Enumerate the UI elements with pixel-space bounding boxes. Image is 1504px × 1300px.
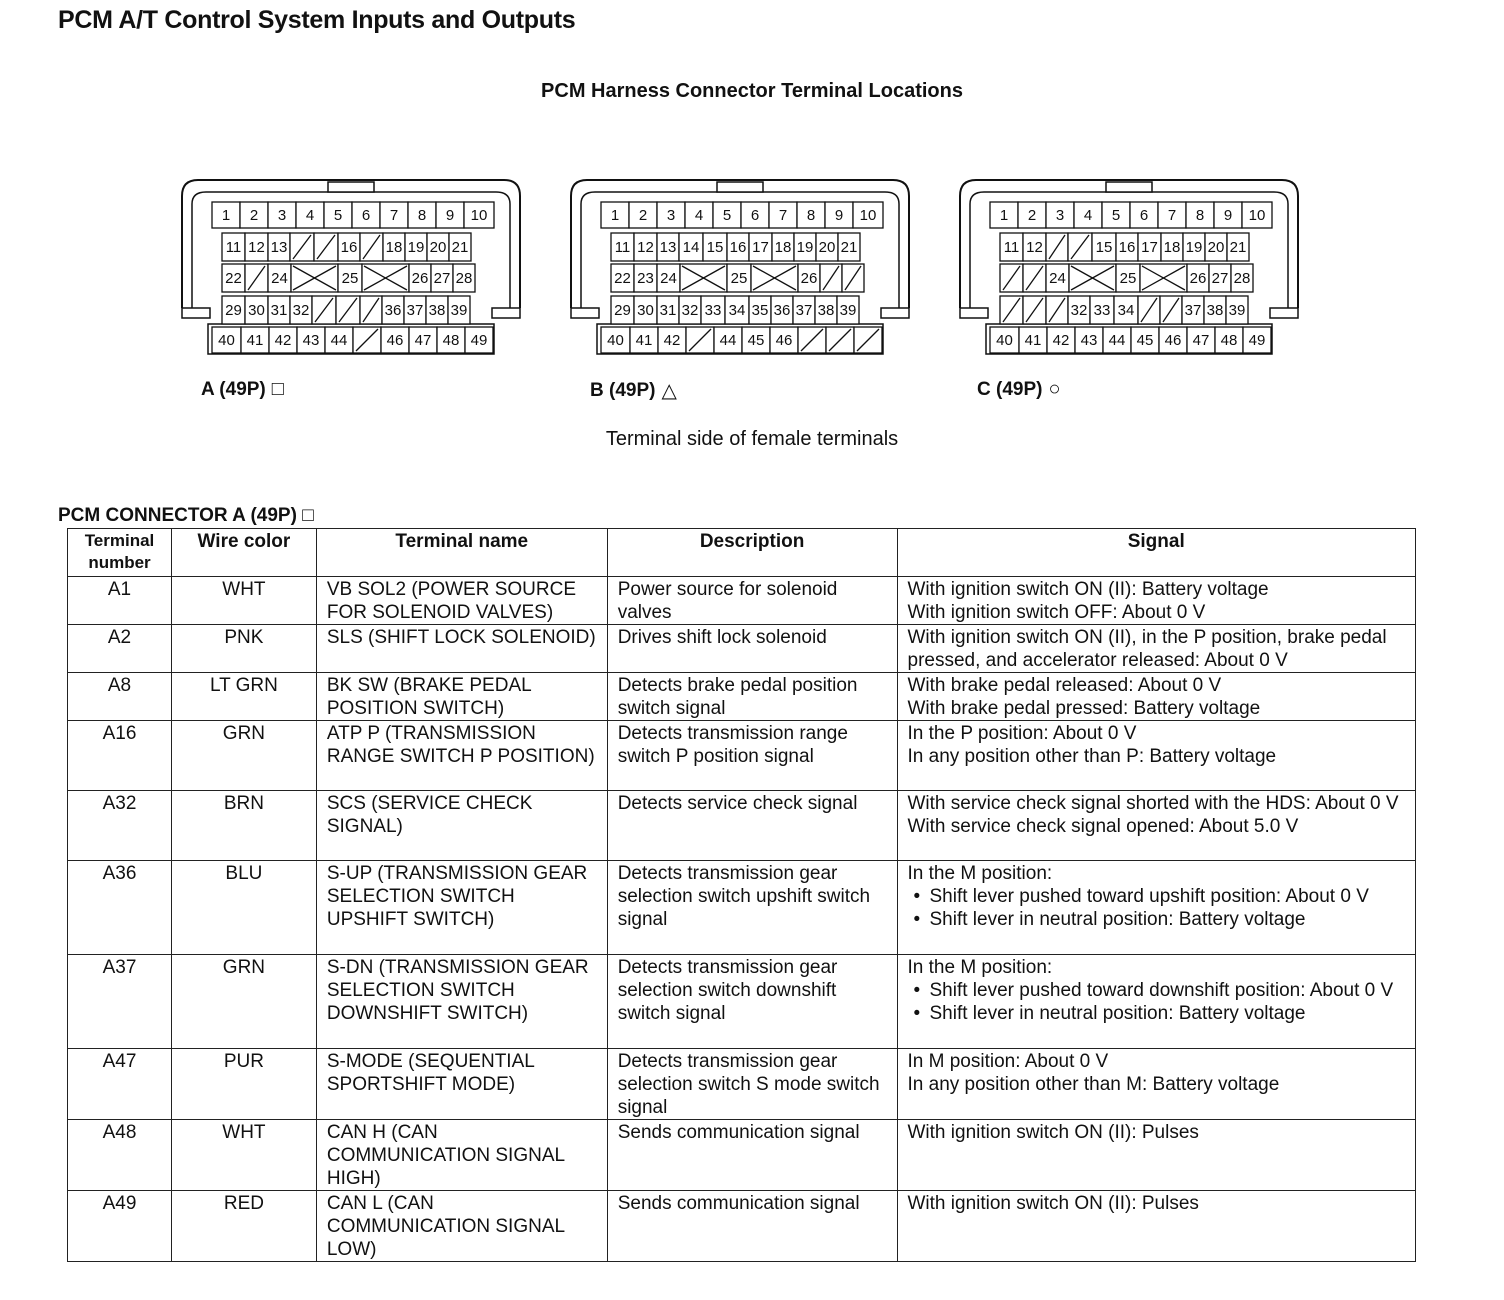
terminal-number: 11 [1003, 239, 1020, 256]
terminal-number: 22 [614, 270, 631, 287]
terminal-number: 9 [445, 207, 455, 224]
terminal-number: 17 [1141, 239, 1158, 256]
housing-foot [492, 308, 520, 318]
terminal-number: 3 [666, 207, 676, 224]
table-title [58, 505, 314, 527]
terminal-number: 13 [270, 239, 288, 256]
terminal-number: 39 [1228, 302, 1246, 319]
terminal-number: 28 [1233, 270, 1251, 287]
terminal-number: 12 [248, 239, 265, 256]
description-cell: Detects transmission gear selection switch upshift switch signal [607, 861, 897, 955]
terminal-number: 4 [305, 207, 315, 224]
terminal-number: 37 [1184, 302, 1202, 319]
terminal-number: 24 [271, 270, 288, 287]
description-cell: Power source for solenoid valves [607, 577, 897, 625]
terminal-number-cell: A1 [68, 577, 172, 625]
terminal-number: 45 [1136, 332, 1154, 349]
terminal-number: 46 [386, 332, 404, 349]
terminal-name-cell: SLS (SHIFT LOCK SOLENOID) [316, 625, 607, 673]
terminal-number: 46 [775, 332, 793, 349]
description-cell: Detects transmission range switch P position signal [607, 721, 897, 791]
terminal-number: 26 [800, 270, 818, 287]
terminal-number-cell: A16 [68, 721, 172, 791]
square-symbol-icon: □ [271, 378, 284, 400]
terminal-number: 41 [635, 332, 653, 349]
terminal-number: 9 [834, 207, 844, 224]
terminal-number-cell: A32 [68, 791, 172, 861]
table-row [68, 791, 1416, 861]
terminal-name-cell: S-MODE (SEQUENTIAL SPORTSHIFT MODE) [316, 1049, 607, 1120]
terminal-number: 42 [663, 332, 681, 349]
table-row [68, 1191, 1416, 1262]
square-symbol-icon: □ [302, 505, 314, 526]
terminal-number: 18 [385, 239, 403, 256]
terminal-number: 32 [1070, 302, 1088, 319]
terminal-number: 40 [218, 332, 235, 349]
signal-bullet: • Shift lever in neutral position: Battery voltage [908, 1002, 1406, 1025]
signal-cell [897, 721, 1416, 791]
header-signal: Signal [897, 529, 1416, 577]
connector-label-text: B (49P) [590, 379, 656, 401]
signal-line: With service check signal shorted with the HDS: About 0 V [907, 793, 1399, 814]
terminal-number: 40 [607, 332, 624, 349]
table-row [68, 577, 1416, 625]
terminal-number: 25 [730, 270, 748, 287]
terminal-number: 41 [1024, 332, 1042, 349]
description-cell: Sends communication signal [607, 1120, 897, 1191]
terminal-name-cell: S-UP (TRANSMISSION GEAR SELECTION SWITCH UPSHIFT SWITCH) [316, 861, 607, 955]
connector-c-label [977, 378, 1061, 401]
table-row [68, 673, 1416, 721]
connector-c-diagram [956, 176, 1302, 362]
terminal-number: 30 [248, 302, 265, 319]
terminal-number: 43 [302, 332, 320, 349]
terminal-number: 7 [1167, 207, 1177, 224]
description-cell: Detects brake pedal position switch signal [607, 673, 897, 721]
signal-cell [897, 955, 1416, 1049]
terminal-number: 22 [225, 270, 242, 287]
terminal-name-cell: ATP P (TRANSMISSION RANGE SWITCH P POSITION) [316, 721, 607, 791]
terminal-number: 19 [407, 239, 425, 256]
terminal-number: 18 [774, 239, 792, 256]
terminal-number: 33 [1093, 302, 1111, 319]
terminal-number: 44 [719, 332, 737, 349]
terminal-number: 45 [747, 332, 765, 349]
signal-cell [897, 625, 1416, 673]
terminal-number: 32 [292, 302, 310, 319]
signal-cell [897, 1191, 1416, 1262]
terminal-number: 36 [384, 302, 402, 319]
terminal-number: 19 [796, 239, 814, 256]
terminal-number: 25 [1119, 270, 1137, 287]
terminal-name-cell: CAN H (CAN COMMUNICATION SIGNAL HIGH) [316, 1120, 607, 1191]
header-description: Description [607, 529, 897, 577]
terminal-number: 4 [1083, 207, 1093, 224]
connector-svg [956, 176, 1302, 362]
table-title-text: PCM CONNECTOR A (49P) [58, 505, 297, 526]
terminal-number: 6 [750, 207, 760, 224]
connector-a-label [201, 378, 284, 401]
terminal-number: 29 [614, 302, 631, 319]
terminal-number-cell: A47 [68, 1049, 172, 1120]
header-terminal-number: Terminal number [68, 529, 172, 577]
table-row [68, 861, 1416, 955]
terminal-number: 33 [704, 302, 722, 319]
terminal-number: 34 [1117, 302, 1135, 319]
terminal-number: 26 [1189, 270, 1207, 287]
terminal-number: 1 [610, 207, 620, 224]
housing-foot [960, 308, 988, 318]
header-wire-color: Wire color [171, 529, 316, 577]
signal-line: With ignition switch ON (II): Battery voltage [907, 579, 1269, 600]
signal-cell [897, 577, 1416, 625]
signal-cell [897, 1049, 1416, 1120]
terminal-number: 37 [406, 302, 424, 319]
signal-cell [897, 791, 1416, 861]
wire-color-cell: PUR [171, 1049, 316, 1120]
terminal-number: 11 [614, 239, 631, 256]
terminal-number: 4 [694, 207, 704, 224]
wire-color-cell: RED [171, 1191, 316, 1262]
housing-foot [571, 308, 599, 318]
terminal-number: 41 [246, 332, 264, 349]
terminal-number: 6 [1139, 207, 1149, 224]
terminal-number: 15 [706, 239, 724, 256]
terminal-number: 32 [681, 302, 699, 319]
terminal-number: 12 [1026, 239, 1043, 256]
signal-bullet: • Shift lever in neutral position: Battery voltage [908, 908, 1406, 931]
terminal-number: 24 [1049, 270, 1066, 287]
table-row [68, 721, 1416, 791]
terminal-number: 46 [1164, 332, 1182, 349]
terminal-name-cell: SCS (SERVICE CHECK SIGNAL) [316, 791, 607, 861]
terminal-number: 20 [818, 239, 836, 256]
signal-line: With brake pedal pressed: Battery voltage [907, 698, 1261, 719]
signal-bullet: • Shift lever pushed toward upshift position: About 0 V [908, 885, 1406, 908]
terminal-number: 47 [414, 332, 432, 349]
wire-color-cell: LT GRN [171, 673, 316, 721]
terminal-number: 18 [1163, 239, 1181, 256]
signal-cell [897, 1120, 1416, 1191]
table-row [68, 1049, 1416, 1120]
terminal-number: 10 [859, 207, 877, 224]
terminal-number: 37 [795, 302, 813, 319]
wire-color-cell: BRN [171, 791, 316, 861]
terminal-number-cell: A8 [68, 673, 172, 721]
terminal-number: 38 [428, 302, 446, 319]
terminal-number: 31 [659, 302, 677, 319]
signal-line: In M position: About 0 V [907, 1051, 1109, 1072]
terminal-number: 5 [722, 207, 732, 224]
terminal-number-cell: A36 [68, 861, 172, 955]
terminal-number: 3 [1055, 207, 1065, 224]
terminal-number: 2 [249, 207, 259, 224]
terminal-number: 16 [340, 239, 358, 256]
terminal-number: 44 [330, 332, 348, 349]
terminal-number: 27 [433, 270, 451, 287]
terminal-number: 30 [637, 302, 654, 319]
terminal-number: 39 [839, 302, 857, 319]
terminal-number: 8 [806, 207, 816, 224]
terminal-number-cell: A2 [68, 625, 172, 673]
terminal-number: 25 [341, 270, 359, 287]
terminal-number: 28 [455, 270, 473, 287]
terminal-number: 39 [450, 302, 468, 319]
signal-line: With service check signal opened: About 5.0 V [907, 816, 1299, 837]
terminal-number: 10 [470, 207, 488, 224]
terminal-number: 2 [638, 207, 648, 224]
terminal-number: 14 [682, 239, 700, 256]
connector-b-diagram [567, 176, 913, 362]
table-header-row [68, 529, 1416, 577]
terminal-number: 10 [1248, 207, 1266, 224]
terminal-number: 34 [728, 302, 746, 319]
table-row [68, 625, 1416, 673]
terminal-number: 23 [637, 270, 654, 287]
terminal-number: 8 [1195, 207, 1205, 224]
description-cell: Detects transmission gear selection switch downshift switch signal [607, 955, 897, 1049]
table-row [68, 955, 1416, 1049]
connector-b-label [590, 378, 677, 403]
description-cell: Detects service check signal [607, 791, 897, 861]
terminal-number: 31 [270, 302, 288, 319]
signal-line: With ignition switch ON (II), in the P position, brake pedal pressed, and accelerator released: About 0 V [907, 627, 1387, 671]
terminal-name-cell: S-DN (TRANSMISSION GEAR SELECTION SWITCH DOWNSHIFT SWITCH) [316, 955, 607, 1049]
terminal-number: 38 [817, 302, 835, 319]
terminal-name-cell: BK SW (BRAKE PEDAL POSITION SWITCH) [316, 673, 607, 721]
description-cell: Drives shift lock solenoid [607, 625, 897, 673]
connector-a-diagram [178, 176, 524, 362]
terminal-number: 36 [773, 302, 791, 319]
signal-bullet: • Shift lever pushed toward downshift position: About 0 V [908, 979, 1406, 1002]
terminal-number: 5 [333, 207, 343, 224]
circle-symbol-icon: ○ [1048, 378, 1061, 400]
signal-cell [897, 673, 1416, 721]
terminal-name-cell: CAN L (CAN COMMUNICATION SIGNAL LOW) [316, 1191, 607, 1262]
signal-line: In the M position: [907, 957, 1053, 978]
connector-svg [567, 176, 913, 362]
terminal-number: 35 [751, 302, 769, 319]
terminal-number: 47 [1192, 332, 1210, 349]
terminal-number: 21 [451, 239, 469, 256]
page-title: PCM A/T Control System Inputs and Outputs [58, 6, 576, 34]
terminal-number: 16 [1118, 239, 1136, 256]
terminal-number: 21 [1229, 239, 1247, 256]
terminal-number: 12 [637, 239, 654, 256]
connector-label-text: C (49P) [977, 378, 1043, 400]
terminal-number: 3 [277, 207, 287, 224]
wire-color-cell: GRN [171, 955, 316, 1049]
triangle-symbol-icon: △ [661, 380, 677, 402]
terminal-number: 26 [411, 270, 429, 287]
terminal-number: 49 [1248, 332, 1266, 349]
housing-foot [1270, 308, 1298, 318]
housing-foot [182, 308, 210, 318]
signal-line: In any position other than M: Battery voltage [907, 1074, 1280, 1095]
terminal-name-cell: VB SOL2 (POWER SOURCE FOR SOLENOID VALVES) [316, 577, 607, 625]
terminal-number: 1 [221, 207, 231, 224]
terminal-number: 5 [1111, 207, 1121, 224]
terminal-number: 13 [659, 239, 677, 256]
housing-foot [881, 308, 909, 318]
terminal-number: 48 [1220, 332, 1238, 349]
signal-line: With ignition switch OFF: About 0 V [907, 602, 1206, 623]
wire-color-cell: WHT [171, 1120, 316, 1191]
terminal-number: 20 [1207, 239, 1225, 256]
terminal-table [67, 528, 1416, 1262]
connector-svg [178, 176, 524, 362]
terminal-number: 21 [840, 239, 858, 256]
terminal-number: 43 [1080, 332, 1098, 349]
terminal-number: 42 [1052, 332, 1070, 349]
description-cell: Detects transmission gear selection switch S mode switch signal [607, 1049, 897, 1120]
wire-color-cell: PNK [171, 625, 316, 673]
terminal-number: 2 [1027, 207, 1037, 224]
signal-line: In the M position: [907, 863, 1053, 884]
terminal-number: 19 [1185, 239, 1203, 256]
terminal-number: 24 [660, 270, 677, 287]
terminal-number: 11 [225, 239, 242, 256]
wire-color-cell: WHT [171, 577, 316, 625]
terminal-number: 29 [225, 302, 242, 319]
terminal-number: 8 [417, 207, 427, 224]
terminal-number: 1 [999, 207, 1009, 224]
terminal-number: 44 [1108, 332, 1126, 349]
connector-label-text: A (49P) [201, 378, 266, 400]
terminal-number: 16 [729, 239, 747, 256]
signal-line: With ignition switch ON (II): Pulses [907, 1122, 1199, 1143]
header-terminal-name: Terminal name [316, 529, 607, 577]
wire-color-cell: BLU [171, 861, 316, 955]
terminal-number: 42 [274, 332, 292, 349]
terminal-number: 17 [752, 239, 769, 256]
table-row [68, 1120, 1416, 1191]
terminal-number: 27 [1211, 270, 1229, 287]
terminal-number: 48 [442, 332, 460, 349]
description-cell: Sends communication signal [607, 1191, 897, 1262]
terminal-number: 38 [1206, 302, 1224, 319]
terminal-number-cell: A48 [68, 1120, 172, 1191]
latch [717, 182, 763, 192]
terminal-number: 15 [1095, 239, 1113, 256]
terminal-number: 9 [1223, 207, 1233, 224]
signal-cell [897, 861, 1416, 955]
terminal-number: 7 [389, 207, 399, 224]
signal-line: In any position other than P: Battery voltage [907, 746, 1277, 767]
latch [328, 182, 374, 192]
connectors-caption: Terminal side of female terminals [605, 428, 899, 450]
terminal-number: 7 [778, 207, 788, 224]
signal-line: In the P position: About 0 V [907, 723, 1137, 744]
terminal-number: 40 [996, 332, 1013, 349]
signal-line: With brake pedal released: About 0 V [907, 675, 1222, 696]
terminal-number-cell: A49 [68, 1191, 172, 1262]
terminal-number: 49 [470, 332, 488, 349]
terminal-number: 6 [361, 207, 371, 224]
terminal-number-cell: A37 [68, 955, 172, 1049]
latch [1106, 182, 1152, 192]
signal-line: With ignition switch ON (II): Pulses [907, 1193, 1199, 1214]
terminal-number: 20 [429, 239, 447, 256]
wire-color-cell: GRN [171, 721, 316, 791]
section-title: PCM Harness Connector Terminal Locations [541, 80, 963, 102]
